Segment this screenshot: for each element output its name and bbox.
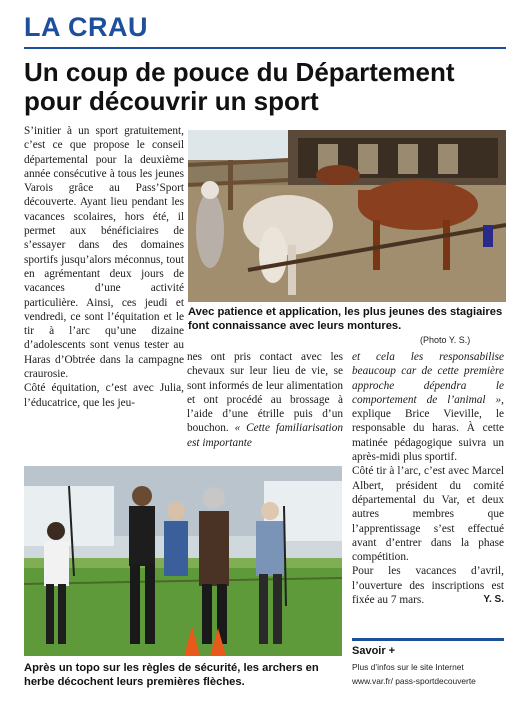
photo-archers-caption: Après un topo sur les règles de sécurité, les archers en herbe décochent leurs premières flèches. [24,662,319,688]
photo-horses [188,130,506,302]
savoir-rule [352,638,504,641]
paragraph-quote: et cela les responsabilise beaucoup car de cette première approche dépendra le comportement de l’animal », explique Brice Vieville, le responsable du haras. À cette matinée pédagogique suivra un après-midi plus sportif. [352,351,504,464]
quote-start: « Cette familiarisation est importante [187,422,343,449]
savoir-url[interactable]: www.var.fr/ pass-sportdecouverte [352,676,476,686]
signature: Y. S. [483,594,504,606]
article-column-3 [352,350,504,607]
savoir-info [352,660,508,688]
article-column-1 [24,124,184,410]
paragraph-equitation: Côté équitation, c’est avec Julia, l’éducatrice, que les jeu- [24,382,184,409]
paragraph-intro: S’initier à un sport gratuitement, c’est ce que propose le conseil départemental pour la deuxième année consécutive à tous les jeunes Varois grâce au Pass’Sport découverte. Ayant lieu pendant les vacances scolaires, hors été, il permet aux bénéficiaires de s’essayer dans des domaines sportifs jusqu’alors méconnus, tout en agrémentant deux jours de vacances d’une activité particulière. Ainsi, ces jeudi et vendredi, ce sont l’équitation et le tir à l’arc qu’une dizaine d’adolescents sont venus tester au Haras d’Obtrée dans la campagne craurosie. [24,125,184,381]
savoir-line-1: Plus d’infos sur le site Internet [352,662,464,672]
archers-image [24,466,342,656]
photo-horses-caption: Avec patience et application, les plus jeunes des stagiaires font connaissance avec leurs montures. [188,306,503,332]
section-title: LA CRAU [24,12,148,42]
paragraph-horses: nes ont pris contact avec les chevaux sur leur lieu de vie, se sont informés de leur alimentation et ont procédé au brossage à l’aide d’une étrille puis d’un bouchon. « Cette familiarisation est importante [187,351,343,449]
section-rule [24,47,506,49]
quote-end: et cela les responsabilise beaucoup car de cette première approche dépendra le comportement de l’animal » [352,351,504,406]
paragraph-registration: Pour les vacances d’avril, l’ouverture des inscriptions est fixée au 7 mars. Y. S. [352,565,504,607]
paragraph-archery: Côté tir à l’arc, c’est avec Marcel Albert, président du comité départemental du Var, et deux autres membres que l’apprentissage s’est effectué avant d’entrer dans la phase compétition. [352,465,504,564]
photo-credit: (Photo Y. S.) [420,335,471,345]
savoir-title: Savoir + [352,645,396,657]
headline: Un coup de pouce du Département pour découvrir un sport [24,57,455,116]
photo-archers [24,466,342,656]
article-column-2 [187,350,343,450]
horses-image [188,130,506,302]
